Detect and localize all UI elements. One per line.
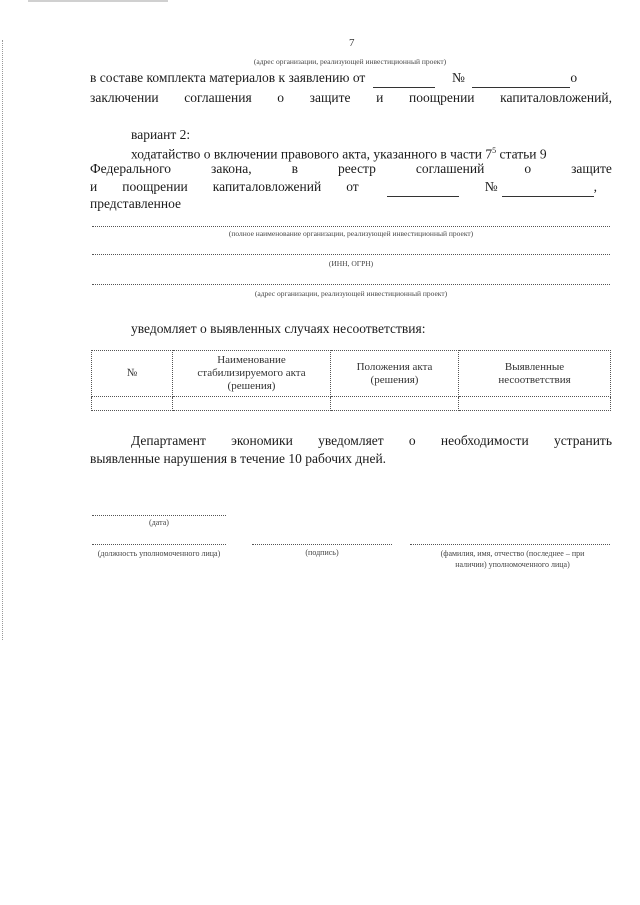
line1-text: в составе комплекта материалов к заявлению от [90,70,366,85]
word: поощрении [408,90,475,105]
top-caption: (адрес организации, реализующей инвестиционный проект) [253,57,447,66]
word: экономики [231,433,293,448]
org-name-field[interactable] [92,226,610,227]
nonconformity-table [91,350,611,411]
signature-field[interactable] [252,544,392,545]
word: уведомляет [318,433,384,448]
address-caption: (адрес организации, реализующей инвестиционный проект) [254,289,448,298]
application-number-field[interactable] [472,69,570,88]
position-field[interactable] [92,544,226,545]
signature-caption: (подпись) [305,548,339,557]
word: Департамент [131,433,206,448]
petition-text: ходатайство о включении правового акта, указанного в части 7 [131,146,493,162]
word: соглашений [415,161,485,176]
full-name-caption [425,548,600,570]
line1-tail: о [570,70,578,85]
table-cell[interactable] [92,397,173,411]
closing-line-1 [131,432,612,450]
full-name-caption-text: (фамилия, имя, отчество (последнее – при наличии) уполномоченного лица) [440,549,585,569]
word: и [90,179,98,194]
word: соглашения [184,90,252,105]
word: защите [571,161,612,176]
header-act-provisions [331,351,459,397]
date-caption: (дата) [149,518,169,527]
petition-text-end: статьи 9 [496,146,547,162]
word: Федерального [90,161,172,176]
variant-label: вариант 2: [131,127,191,142]
word: устранить [553,433,612,448]
notify-text: уведомляет о выявленных случаях несоответствия: [131,321,426,336]
registry-number-field[interactable] [502,178,594,197]
address-field[interactable] [92,284,610,285]
table-row [92,397,611,411]
page-number: 7 [349,37,355,49]
application-date-field[interactable] [373,69,435,88]
word: реестр [338,161,376,176]
position-caption-text: (должность уполномоченного лица) [97,549,221,558]
header-act-name [173,351,331,397]
number-sign: № [452,70,465,85]
table-header-row [92,351,611,397]
word: и [376,90,384,105]
line-conclusion [90,89,612,107]
table-cell[interactable] [459,397,611,411]
full-name-field[interactable] [410,544,610,545]
inn-ogrn-field[interactable] [92,254,610,255]
word: защите [309,90,351,105]
position-caption [74,548,244,559]
word: капиталовложений [212,179,322,194]
word: необходимости [440,433,529,448]
petition-line-4: представленное [90,196,181,211]
inn-ogrn-caption: (ИНН, ОГРН) [328,259,374,268]
table-cell[interactable] [173,397,331,411]
line-set-of-materials [90,69,612,88]
superscript: 5 [492,146,497,155]
header-act-name-text: Наименование стабилизируемого акта (решения) [197,354,306,392]
header-nonconformities-text: Выявленные несоответствия [498,360,571,386]
closing-line-2: выявленные нарушения в течение 10 рабочих дней. [90,451,387,466]
header-number: № [92,351,173,397]
word: в [291,161,298,176]
word: капиталовложений, [500,90,612,105]
word: закона, [211,161,252,176]
word: от [346,179,359,194]
petition-line-2 [90,160,612,178]
table-cell[interactable] [331,397,459,411]
header-act-provisions-text: Положения акта (решения) [356,360,433,386]
scan-edge [2,40,3,640]
header-nonconformities [459,351,611,397]
comma: , [593,179,597,194]
org-name-caption: (полное наименование организации, реализующей инвестиционный проект) [228,229,474,238]
scan-top-mark [28,0,168,2]
word: поощрении [122,179,188,194]
word: о [524,161,532,176]
word: о [277,90,285,105]
registry-date-field[interactable] [387,178,459,197]
word: заключении [90,90,159,105]
word: о [408,433,416,448]
number-sign: № [484,179,498,194]
date-field[interactable] [92,515,226,516]
